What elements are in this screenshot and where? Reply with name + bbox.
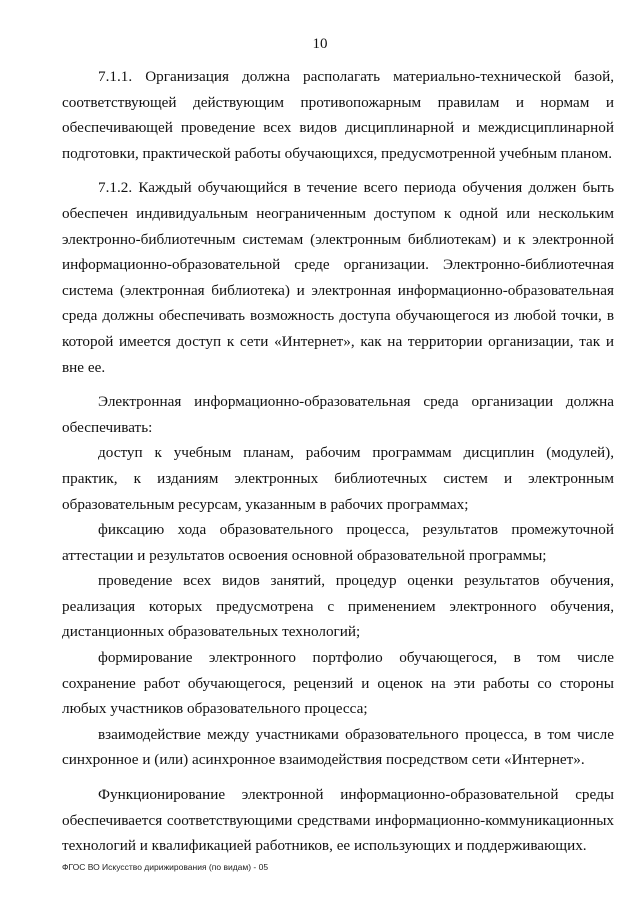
document-body [62,64,614,859]
paragraph-functioning: Функционирование электронной информационно-образовательной среды обеспечивается соответствующими средствами информационно-коммуникационных технологий и квалификацией работников, ее использующих и поддерживающих. [62,786,614,855]
page-number: 10 [312,36,328,52]
paragraph-7-1-2: 7.1.2. Каждый обучающийся в течение всего периода обучения должен быть обеспечен индивидуальным неограниченным доступом к одной или нескольким электронно-библиотечным системам (электронным библиотекам) и к электронной информационно-образовательной среде организации. Электронно-библиотечная система (электронная библиотека) и электронная информационно-образовательная среда должны обеспечивать возможность доступа обучающегося из любой точки, в которой имеется доступ к сети «Интернет», как на территории организации, так и вне ее. [62,179,614,376]
list-item-fixation: фиксацию хода образовательного процесса, результатов промежуточной аттестации и результатов освоения основной образовательной программы; [62,521,614,564]
list-item-classes: проведение всех видов занятий, процедур оценки результатов обучения, реализация которых предусмотрена с применением электронного обучения, дистанционных образовательных технологий; [62,572,614,641]
list-item-portfolio: формирование электронного портфолио обучающегося, в том числе сохранение работ обучающегося, рецензий и оценок на эти работы со стороны любых участников образовательного процесса; [62,649,614,718]
paragraph-7-1-1: 7.1.1. Организация должна располагать материально-технической базой, соответствующей действующим противопожарным правилам и нормам и обеспечивающей проведение всех видов дисциплинарной и междисциплинарной подготовки, практической работы обучающихся, предусмотренной учебным планом. [62,68,614,162]
list-item-access: доступ к учебным планам, рабочим программам дисциплин (модулей), практик, к изданиям электронных библиотечных систем и электронным образовательным ресурсам, указанным в рабочих программах; [62,444,614,513]
paragraph-eios-intro: Электронная информационно-образовательная среда организации должна обеспечивать: [62,393,614,436]
footer-standard-label: ФГОС ВО Искусство дирижирования (по видам) - 05 [62,862,269,872]
list-item-interaction: взаимодействие между участниками образовательного процесса, в том числе синхронное и (или) асинхронное взаимодействия посредством сети «Интернет». [62,725,614,769]
